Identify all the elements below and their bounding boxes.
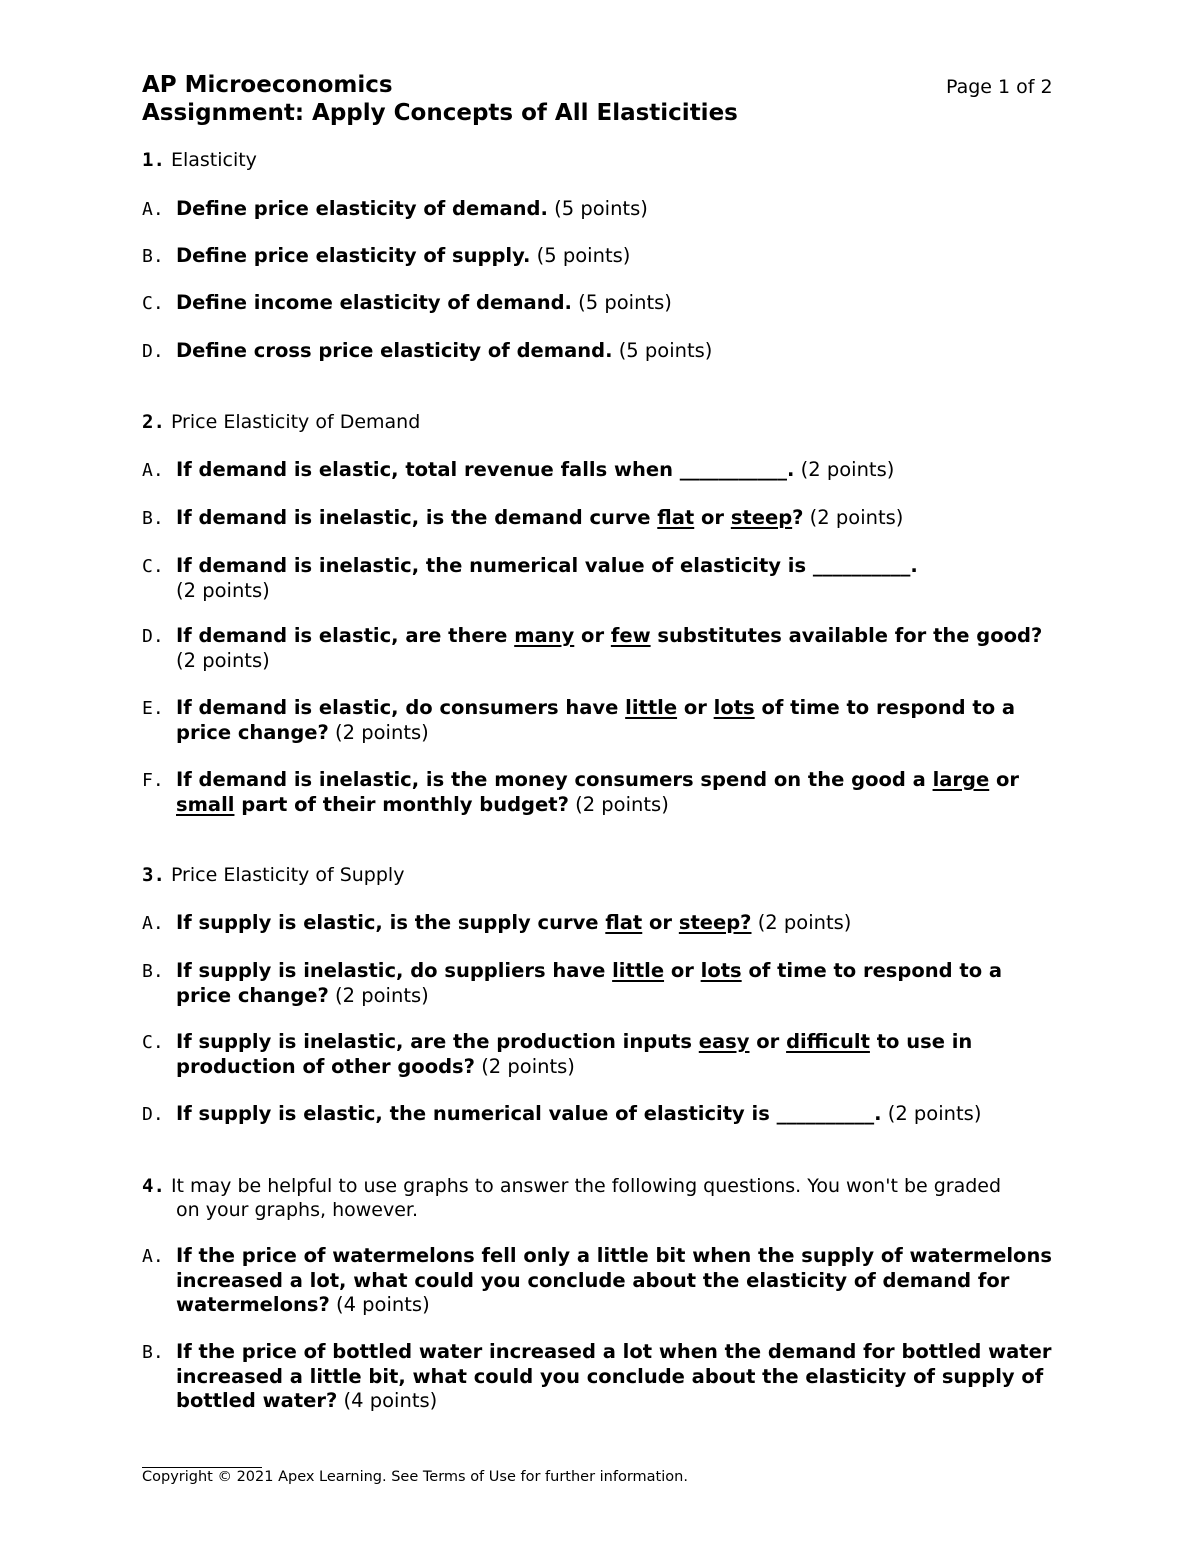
question-2-heading: 2. Price Elasticity of Demand (142, 411, 421, 433)
question-2a: A. If demand is elastic, total revenue falls when ___________. (2 points) (142, 458, 895, 481)
option-few: few (610, 624, 651, 647)
option-difficult: difficult (786, 1030, 870, 1053)
question-2f: F. If demand is inelastic, is the money consumers spend on the good a large or small part of their monthly budget? (2 points) (142, 768, 1020, 816)
question-2e: E. If demand is elastic, do consumers have little or lots of time to respond to a price change? (2 points) (142, 696, 1016, 744)
question-3-heading: 3. Price Elasticity of Supply (142, 864, 405, 886)
question-1d: D. Define cross price elasticity of demand. (5 points) (142, 339, 713, 362)
option-steep: steep (730, 506, 793, 529)
option-flat: flat (605, 911, 643, 934)
page-number: Page 1 of 2 (946, 76, 1053, 98)
option-lots: lots (713, 696, 755, 719)
question-1-heading: 1. Elasticity (142, 149, 257, 171)
option-many: many (514, 624, 575, 647)
option-flat: flat (657, 506, 695, 529)
question-3c: C. If supply is inelastic, are the production inputs easy or difficult to use in production of other goods? (2 points) (142, 1030, 973, 1078)
question-3b: B. If supply is inelastic, do suppliers have little or lots of time to respond to a price change? (2 points) (142, 959, 1003, 1007)
footer-divider (142, 1467, 262, 1468)
question-2c: C. If demand is inelastic, the numerical value of elasticity is __________. (2 points) (142, 554, 918, 602)
option-little: little (625, 696, 678, 719)
option-little: little (612, 959, 665, 982)
question-4a: A. If the price of watermelons fell only a little bit when the supply of watermelons increased a lot, what could you conclude about the elasticity of demand for watermelons? (4 points) (142, 1244, 1052, 1316)
copyright-footer: Copyright © 2021 Apex Learning. See Terms of Use for further information. (142, 1469, 688, 1485)
question-4-heading: 4. It may be helpful to use graphs to answer the following questions. You won't be graded on your graphs, however. (142, 1175, 1002, 1221)
option-lots: lots (700, 959, 742, 982)
option-large: large (932, 768, 990, 791)
option-easy: easy (698, 1030, 750, 1053)
course-title: AP Microeconomics (142, 72, 393, 98)
question-2b: B. If demand is inelastic, is the demand curve flat or steep? (2 points) (142, 506, 904, 529)
question-1b: B. Define price elasticity of supply. (5 points) (142, 244, 631, 267)
option-small: small (176, 793, 235, 816)
question-1a: A. Define price elasticity of demand. (5 points) (142, 197, 648, 220)
question-3d: D. If supply is elastic, the numerical value of elasticity is __________. (2 points) (142, 1102, 982, 1125)
question-2d: D. If demand is elastic, are there many or few substitutes available for the good? (2 points) (142, 624, 1043, 672)
question-3a: A. If supply is elastic, is the supply curve flat or steep? (2 points) (142, 911, 852, 934)
question-1c: C. Define income elasticity of demand. (5 points) (142, 291, 672, 314)
question-4b: B. If the price of bottled water increased a lot when the demand for bottled water increased a little bit, what could you conclude about the elasticity of supply of bottled water? (4 points) (142, 1340, 1052, 1412)
option-steep: steep? (678, 911, 752, 934)
assignment-title: Assignment: Apply Concepts of All Elasticities (142, 100, 738, 126)
